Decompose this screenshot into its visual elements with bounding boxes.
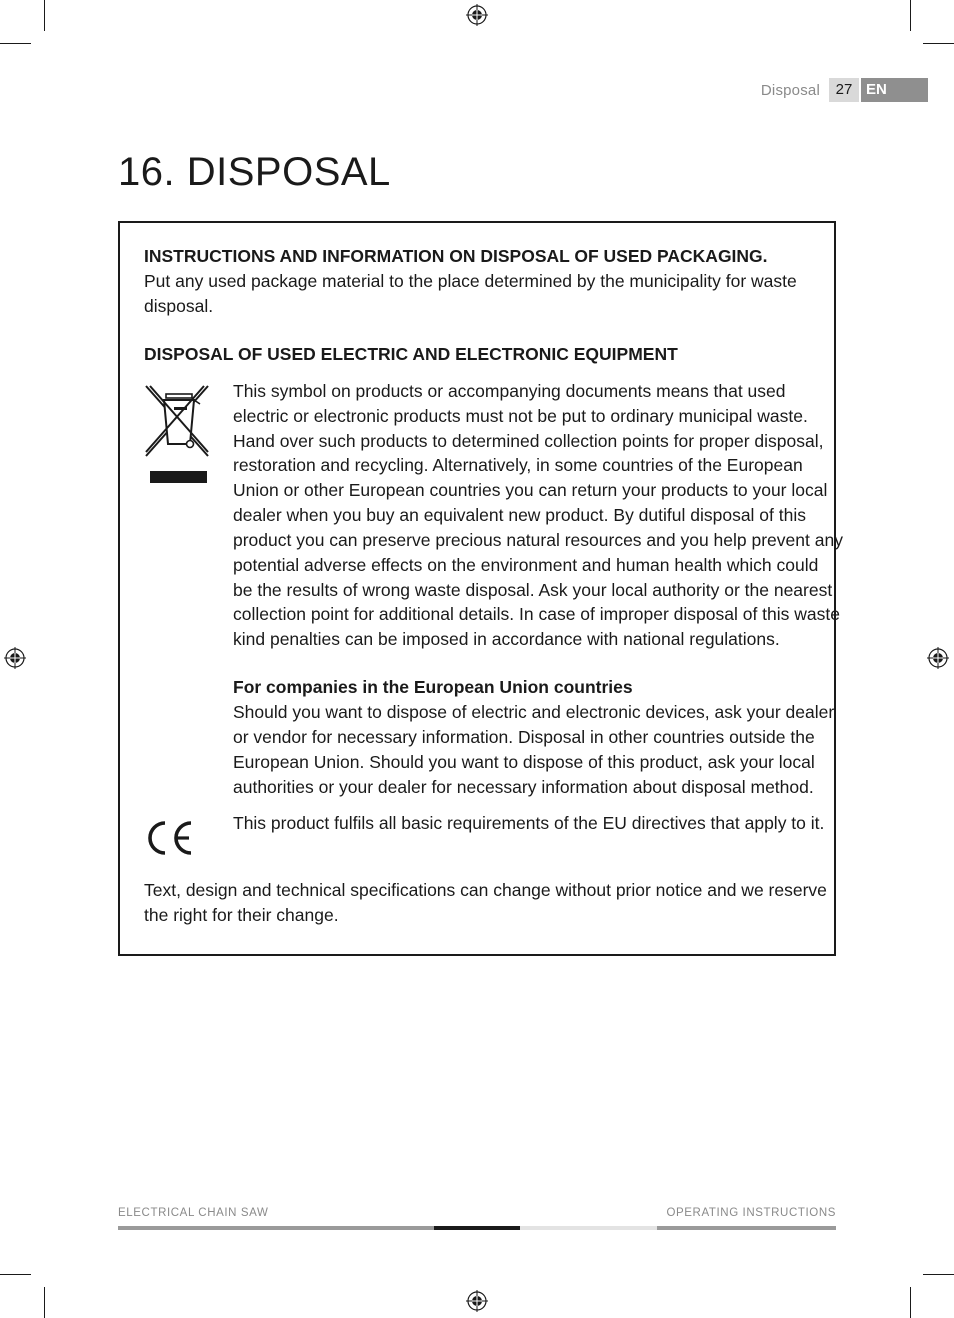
registration-mark-icon — [466, 1290, 488, 1312]
weee-text-line: potential adverse effects on the environment and human health which could — [233, 555, 819, 575]
eu-companies-text-line: authorities or your dealer for necessary information about disposal method. — [233, 777, 814, 797]
eu-companies-text-line: Should you want to dispose of electric and electronic devices, ask your dealer — [233, 702, 835, 722]
ce-text: This product fulfils all basic requirements of the EU directives that apply to it. — [233, 813, 825, 833]
footer-bar-segment — [520, 1226, 657, 1230]
registration-mark-icon — [4, 647, 26, 669]
weee-text-line: This symbol on products or accompanying documents means that used — [233, 381, 786, 401]
weee-text-line: Hand over such products to determined collection points for proper disposal, — [233, 431, 824, 451]
crop-mark — [44, 1287, 45, 1318]
crop-mark — [0, 43, 31, 44]
eu-companies-heading: For companies in the European Union countries — [233, 677, 633, 697]
ce-mark-icon — [144, 819, 194, 857]
eu-companies-text-line: European Union. Should you want to dispose of this product, ask your local — [233, 752, 815, 772]
crossed-out-wheeled-bin-icon — [142, 384, 210, 486]
weee-text-line: Union or other European countries you can return your products to your local — [233, 480, 828, 500]
crop-mark — [923, 1274, 954, 1275]
crop-mark — [44, 0, 45, 31]
weee-text-line: kind penalties can be imposed in accordance with national regulations. — [233, 629, 780, 649]
packaging-text-line: disposal. — [144, 296, 214, 316]
packaging-text-line: Put any used package material to the place determined by the municipality for waste — [144, 271, 797, 291]
packaging-heading: INSTRUCTIONS AND INFORMATION ON DISPOSAL OF USED PACKAGING. — [144, 246, 768, 266]
weee-text-line: electric or electronic products must not be put to ordinary municipal waste. — [233, 406, 808, 426]
footer-document-type: OPERATING INSTRUCTIONS — [666, 1207, 836, 1219]
crop-mark — [910, 0, 911, 31]
footer-bar-segment — [657, 1226, 836, 1230]
footer-bar-segment — [118, 1226, 434, 1230]
crop-mark — [0, 1274, 31, 1275]
weee-text-line: collection point for additional details. In case of improper disposal of this waste — [233, 604, 840, 624]
header-section-label: Disposal — [760, 82, 820, 99]
weee-text-line: restoration and recycling. Alternatively, in some countries of the European — [233, 455, 803, 475]
registration-mark-icon — [927, 647, 949, 669]
language-badge: EN — [861, 78, 928, 102]
page-number: 27 — [829, 78, 859, 102]
weee-text-line: dealer when you buy an equivalent new product. By dutiful disposal of this — [233, 505, 806, 525]
weee-text-line: be the results of wrong waste disposal. Ask your local authority or the nearest — [233, 580, 833, 600]
notice-text-line: the right for their change. — [144, 905, 339, 925]
crop-mark — [923, 43, 954, 44]
eu-companies-text-line: or vendor for necessary information. Disposal in other countries outside the — [233, 727, 815, 747]
footer-bar-segment — [434, 1226, 520, 1230]
weee-heading: DISPOSAL OF USED ELECTRIC AND ELECTRONIC EQUIPMENT — [144, 344, 678, 364]
crop-mark — [910, 1287, 911, 1318]
footer-product-name: ELECTRICAL CHAIN SAW — [118, 1207, 269, 1219]
page-title: 16. DISPOSAL — [118, 150, 391, 194]
registration-mark-icon — [466, 4, 488, 26]
weee-text-line: product you can preserve precious natural resources and you help prevent any — [233, 530, 843, 550]
notice-text-line: Text, design and technical specifications can change without prior notice and we reserve — [144, 880, 827, 900]
